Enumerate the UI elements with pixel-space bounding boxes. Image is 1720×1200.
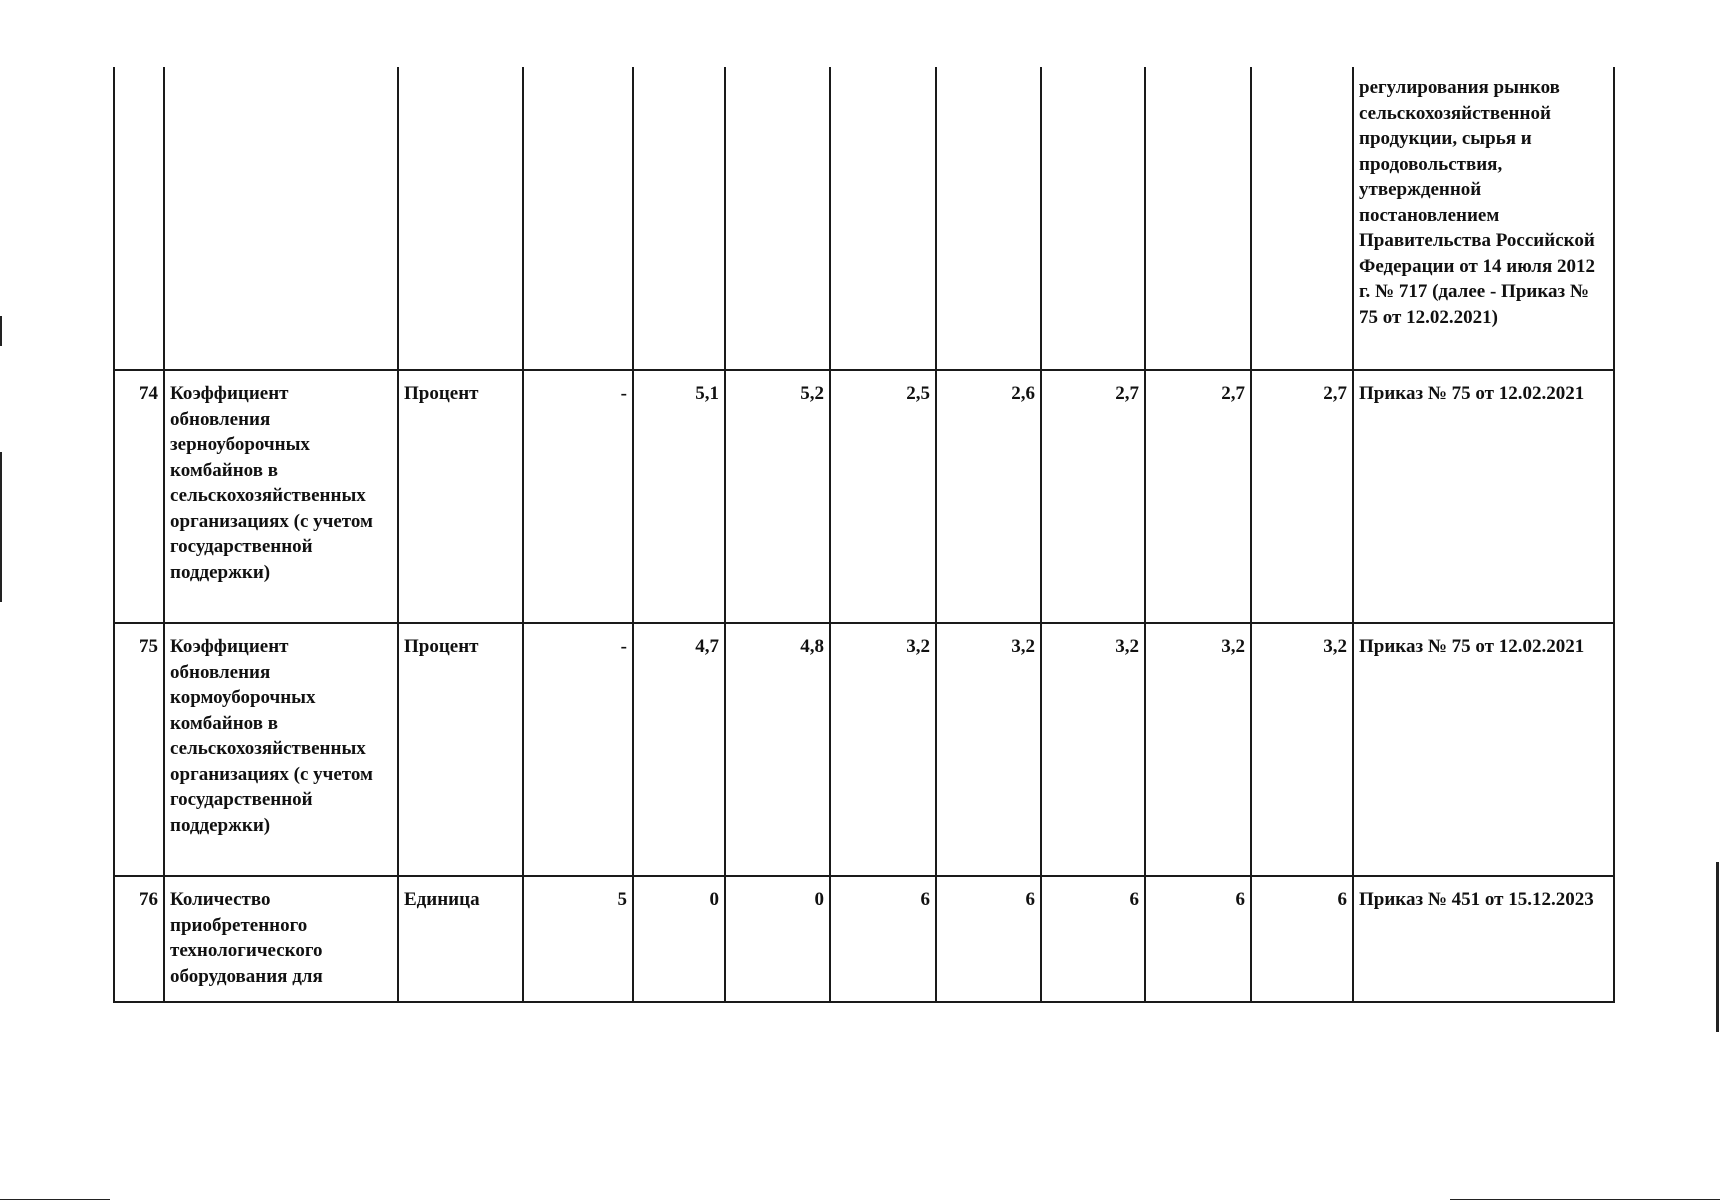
cell-value: 3,2 bbox=[1145, 623, 1251, 876]
cell-value: 2,7 bbox=[1145, 370, 1251, 623]
cell-source: Приказ № 451 от 15.12.2023 bbox=[1353, 876, 1614, 1002]
cell-value bbox=[936, 67, 1041, 370]
cell-name bbox=[164, 67, 398, 370]
table-row bbox=[114, 370, 1614, 623]
cell-value: 0 bbox=[725, 876, 830, 1002]
cell-name: Коэффициент обновления зерноуборочных комбайнов в сельскохозяйственных организациях (с учетом государственной поддержки) bbox=[164, 370, 398, 623]
table-row bbox=[114, 623, 1614, 876]
cell-value: 6 bbox=[1251, 876, 1353, 1002]
cell-value: 2,6 bbox=[936, 370, 1041, 623]
scan-mark-left-long bbox=[0, 452, 2, 602]
cell-source: Приказ № 75 от 12.02.2021 bbox=[1353, 623, 1614, 876]
cell-value: 5,2 bbox=[725, 370, 830, 623]
cell-unit: Процент bbox=[398, 370, 523, 623]
cell-value bbox=[830, 67, 936, 370]
cell-value: 3,2 bbox=[1041, 623, 1145, 876]
cell-value: 3,2 bbox=[1251, 623, 1353, 876]
cell-value bbox=[1145, 67, 1251, 370]
cell-num: 75 bbox=[114, 623, 164, 876]
cell-source: Приказ № 75 от 12.02.2021 bbox=[1353, 370, 1614, 623]
cell-unit: Процент bbox=[398, 623, 523, 876]
cell-value: 3,2 bbox=[936, 623, 1041, 876]
cell-value: 2,5 bbox=[830, 370, 936, 623]
cell-value bbox=[523, 67, 633, 370]
cell-unit: Единица bbox=[398, 876, 523, 1002]
scan-mark-left bbox=[0, 316, 2, 346]
cell-value bbox=[1041, 67, 1145, 370]
cell-value: 6 bbox=[936, 876, 1041, 1002]
cell-num: 76 bbox=[114, 876, 164, 1002]
cell-value: 3,2 bbox=[830, 623, 936, 876]
cell-value: 2,7 bbox=[1251, 370, 1353, 623]
cell-unit bbox=[398, 67, 523, 370]
cell-value bbox=[725, 67, 830, 370]
cell-value: 0 bbox=[633, 876, 725, 1002]
cell-value: 2,7 bbox=[1041, 370, 1145, 623]
cell-name: Количество приобретенного технологического оборудования для bbox=[164, 876, 398, 1002]
table-row bbox=[114, 876, 1614, 1002]
cell-value: 5,1 bbox=[633, 370, 725, 623]
cell-value: 4,7 bbox=[633, 623, 725, 876]
scan-mark-right bbox=[1716, 862, 1719, 1032]
indicators-table bbox=[113, 67, 1615, 1003]
cell-value: 6 bbox=[1041, 876, 1145, 1002]
table-row-continuation bbox=[114, 67, 1614, 370]
cell-value: 5 bbox=[523, 876, 633, 1002]
cell-value: 6 bbox=[830, 876, 936, 1002]
cell-value: - bbox=[523, 370, 633, 623]
cell-name: Коэффициент обновления кормоуборочных комбайнов в сельскохозяйственных организациях (с учетом государственной поддержки) bbox=[164, 623, 398, 876]
cell-value: - bbox=[523, 623, 633, 876]
cell-source: регулирования рынков сельскохозяйственной продукции, сырья и продовольствия, утвержденной постановлением Правительства Российской Федерации от 14 июля 2012 г. № 717 (далее - Приказ № 75 от 12.02.2021) bbox=[1353, 67, 1614, 370]
cell-value bbox=[633, 67, 725, 370]
cell-num: 74 bbox=[114, 370, 164, 623]
cell-num bbox=[114, 67, 164, 370]
cell-value: 4,8 bbox=[725, 623, 830, 876]
cell-value: 6 bbox=[1145, 876, 1251, 1002]
cell-value bbox=[1251, 67, 1353, 370]
